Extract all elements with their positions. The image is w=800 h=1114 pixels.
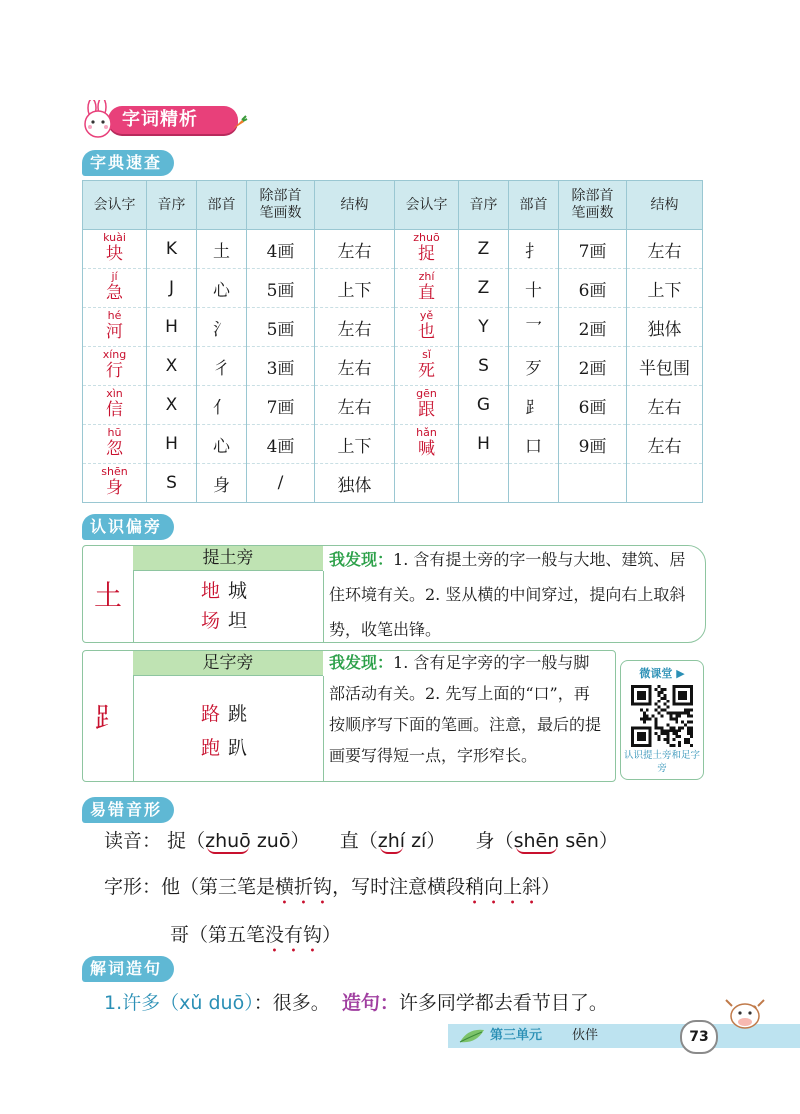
example-row [133, 732, 323, 764]
strokes-cell: 9画 [559, 425, 627, 464]
strokes-cell: 7画 [247, 386, 315, 425]
sentence-text: 许多同学都去看节目了。 [398, 992, 608, 1014]
cow-mascot-icon [722, 992, 768, 1032]
word-term: 许多 [122, 992, 161, 1014]
char-cell [83, 464, 147, 503]
words-header: 解词造句 [82, 956, 174, 982]
example-char: 城 [228, 580, 256, 602]
char-pinyin: xìn [106, 387, 123, 400]
char-cell [395, 308, 459, 347]
char-glyph: 行 [106, 361, 123, 381]
radical-cell: 扌 [509, 230, 559, 269]
footer-theme: 伙伴 [572, 1028, 599, 1043]
structure-cell: 独体 [315, 464, 395, 503]
example-char: 场 [200, 610, 228, 632]
radical-cell: 心 [197, 269, 247, 308]
strokes-cell: 7画 [559, 230, 627, 269]
footer-unit: 第三单元 [490, 1028, 543, 1043]
form-note-emph: 横折钩 [275, 876, 333, 898]
char-cell [395, 425, 459, 464]
radical-cell: 十 [509, 269, 559, 308]
example-char: 坦 [228, 610, 256, 632]
char-cell [395, 230, 459, 269]
structure-cell: 左右 [315, 230, 395, 269]
section-title: 字词精析 [122, 109, 198, 130]
order-cell: H [459, 425, 509, 464]
char-glyph: 死 [418, 361, 435, 381]
micro-lesson-qr[interactable] [620, 660, 704, 780]
strokes-cell: / [247, 464, 315, 503]
col-header: 结构 [315, 181, 395, 230]
reading-correct: zhí [377, 830, 406, 852]
strokes-cell: 4画 [247, 230, 315, 269]
form-note: ，写时注意横段 [332, 876, 466, 898]
char-cell [83, 386, 147, 425]
example-row [133, 698, 323, 730]
form-note: ） [541, 876, 561, 898]
table-row [83, 425, 703, 464]
col-header: 部首 [509, 181, 559, 230]
strokes-cell: 5画 [247, 308, 315, 347]
char-glyph: 也 [418, 322, 435, 342]
form-char: 哥 [170, 924, 190, 946]
reading-char: 身 [475, 830, 495, 852]
form-note: （第五笔 [189, 924, 266, 946]
word-index: 1. [104, 992, 123, 1014]
rabbit-mascot-icon [78, 100, 122, 140]
qr-title: 微课堂 ▶ [639, 667, 685, 680]
order-cell: H [147, 425, 197, 464]
char-glyph: 急 [106, 283, 123, 303]
table-row [83, 269, 703, 308]
order-cell: Y [459, 308, 509, 347]
reading-line: 读音： 捉（zhuō zuō） 直（zhí zí） 身（shēn sēn） [104, 830, 618, 852]
char-cell [83, 230, 147, 269]
col-header: 除部首 笔画数 [247, 181, 315, 230]
dictionary-header: 字典速查 [82, 150, 174, 176]
structure-cell: 半包围 [627, 347, 703, 386]
leaf-icon [458, 1026, 486, 1046]
char-cell [395, 386, 459, 425]
word-pinyin: （xǔ duō） [160, 992, 254, 1014]
char-cell [395, 347, 459, 386]
col-header: 除部首 笔画数 [559, 181, 627, 230]
strokes-cell: 3画 [247, 347, 315, 386]
radical-cell: 氵 [197, 308, 247, 347]
strokes-cell: 2画 [559, 308, 627, 347]
char-pinyin: hū [107, 426, 122, 439]
structure-cell: 左右 [315, 347, 395, 386]
structure-cell: 左右 [315, 308, 395, 347]
structure-cell: 上下 [315, 425, 395, 464]
char-glyph: 跟 [418, 400, 435, 420]
structure-cell: 左右 [315, 386, 395, 425]
form-note: （第三笔是 [180, 876, 276, 898]
char-pinyin: yě [419, 309, 434, 322]
char-pinyin: zhí [418, 270, 435, 283]
order-cell: S [459, 347, 509, 386]
table-row [83, 464, 703, 503]
order-cell: H [147, 308, 197, 347]
radical-description [329, 542, 695, 647]
char-glyph: 身 [106, 478, 123, 498]
radical-description [329, 647, 605, 771]
order-cell: Z [459, 230, 509, 269]
errors-header: 易错音形 [82, 797, 174, 823]
radicals-header: 认识偏旁 [82, 514, 174, 540]
reading-wrong: zuō [256, 830, 291, 852]
form-char: 他 [161, 876, 181, 898]
form-note-emph: 没有钩 [265, 924, 323, 946]
char-cell [83, 347, 147, 386]
col-header: 音序 [147, 181, 197, 230]
discover-text: 1. 含有足字旁的字一般与脚部活动有关。2. 先写上面的“口”，再按顺序写下面的笔画。注意，最后的提画要写得短一点，字形窄长。 [329, 653, 602, 765]
form-line [104, 872, 560, 909]
structure-cell: 左右 [627, 386, 703, 425]
dictionary-table [82, 180, 703, 503]
form-label: 字形： [104, 876, 162, 898]
structure-cell: 独体 [627, 308, 703, 347]
char-pinyin: xíng [102, 348, 127, 361]
empty-cell [395, 464, 459, 503]
char-glyph: 河 [106, 322, 123, 342]
char-pinyin: hé [107, 309, 122, 322]
word-meaning: ：很多。 [253, 992, 330, 1014]
order-cell: S [147, 464, 197, 503]
char-glyph: 直 [418, 283, 435, 303]
strokes-cell: 6画 [559, 386, 627, 425]
example-row [133, 575, 323, 607]
radical-cell: ⻊ [509, 386, 559, 425]
reading-label: 读音： [104, 830, 162, 852]
order-cell: Z [459, 269, 509, 308]
radical-name: 提土旁 [133, 546, 323, 571]
reading-char: 直 [339, 830, 359, 852]
reading-wrong: zí [411, 830, 427, 852]
empty-cell [559, 464, 627, 503]
radical-card-zu [82, 650, 616, 782]
section-title-banner [78, 100, 238, 140]
discover-label: 我发现： [329, 550, 394, 569]
table-row [83, 230, 703, 269]
radical-cell: 口 [509, 425, 559, 464]
sentence-label: 造句： [341, 992, 399, 1014]
char-pinyin: shēn [101, 465, 128, 478]
example-char: 趴 [228, 737, 256, 759]
radical-glyph: 土 [83, 546, 134, 642]
char-pinyin: kuài [103, 231, 126, 244]
char-cell [395, 269, 459, 308]
structure-cell: 上下 [627, 269, 703, 308]
table-row [83, 308, 703, 347]
example-char: 跳 [228, 703, 256, 725]
strokes-cell: 4画 [247, 425, 315, 464]
char-cell [83, 308, 147, 347]
radical-example-chars [133, 676, 324, 781]
qr-code-icon [631, 685, 693, 747]
discover-label: 我发现： [329, 653, 394, 672]
table-row [83, 347, 703, 386]
char-glyph: 喊 [418, 439, 435, 459]
col-header: 音序 [459, 181, 509, 230]
col-header: 结构 [627, 181, 703, 230]
col-header: 会认字 [395, 181, 459, 230]
order-cell: G [459, 386, 509, 425]
radical-cell: 乛 [509, 308, 559, 347]
strokes-cell: 6画 [559, 269, 627, 308]
reading-char: 捉 [167, 830, 187, 852]
example-row [133, 605, 323, 637]
radical-cell: 心 [197, 425, 247, 464]
char-glyph: 信 [106, 400, 123, 420]
structure-cell: 左右 [627, 425, 703, 464]
structure-cell: 上下 [315, 269, 395, 308]
radical-cell: 身 [197, 464, 247, 503]
char-glyph: 忽 [106, 439, 123, 459]
example-char: 路 [200, 703, 228, 725]
table-row [83, 386, 703, 425]
discover-text: 1. 含有提土旁的字一般与大地、建筑、居住环境有关。2. 竖从横的中间穿过，提向右上取斜势，收笔出锋。 [329, 550, 686, 639]
table-header-row [83, 181, 703, 230]
play-icon: ▶ [676, 667, 685, 680]
radical-cell: 歹 [509, 347, 559, 386]
radical-cell: 亻 [197, 386, 247, 425]
form-note: ） [322, 924, 342, 946]
reading-correct: shēn [513, 830, 560, 852]
char-pinyin: gēn [416, 387, 437, 400]
radical-cell: 彳 [197, 347, 247, 386]
reading-wrong: sēn [565, 830, 599, 852]
char-pinyin: zhuō [413, 231, 440, 244]
char-pinyin: sǐ [422, 348, 431, 361]
char-pinyin: hǎn [416, 426, 437, 439]
order-cell: J [147, 269, 197, 308]
char-pinyin: jí [111, 270, 118, 283]
char-glyph: 块 [106, 244, 123, 264]
radical-card-tu [82, 545, 706, 643]
empty-cell [627, 464, 703, 503]
carrot-icon [230, 114, 248, 132]
radical-glyph: ⻊ [83, 651, 134, 781]
page-number: 73 [680, 1020, 718, 1054]
reading-correct: zhuō [205, 830, 251, 852]
col-header: 会认字 [83, 181, 147, 230]
strokes-cell: 2画 [559, 347, 627, 386]
radical-example-chars [133, 571, 324, 642]
qr-caption: 认识提土旁和足字旁 [623, 750, 700, 774]
example-char: 跑 [200, 737, 228, 759]
order-cell: X [147, 386, 197, 425]
radical-name: 足字旁 [133, 651, 323, 676]
char-cell [83, 269, 147, 308]
order-cell: X [147, 347, 197, 386]
example-char: 地 [200, 580, 228, 602]
form-line [170, 920, 341, 957]
structure-cell: 左右 [627, 230, 703, 269]
form-note-emph: 稍向上斜 [465, 876, 542, 898]
char-cell [83, 425, 147, 464]
strokes-cell: 5画 [247, 269, 315, 308]
empty-cell [509, 464, 559, 503]
char-glyph: 捉 [418, 244, 435, 264]
col-header: 部首 [197, 181, 247, 230]
empty-cell [459, 464, 509, 503]
radical-cell: 土 [197, 230, 247, 269]
word-item [104, 988, 608, 1015]
order-cell: K [147, 230, 197, 269]
